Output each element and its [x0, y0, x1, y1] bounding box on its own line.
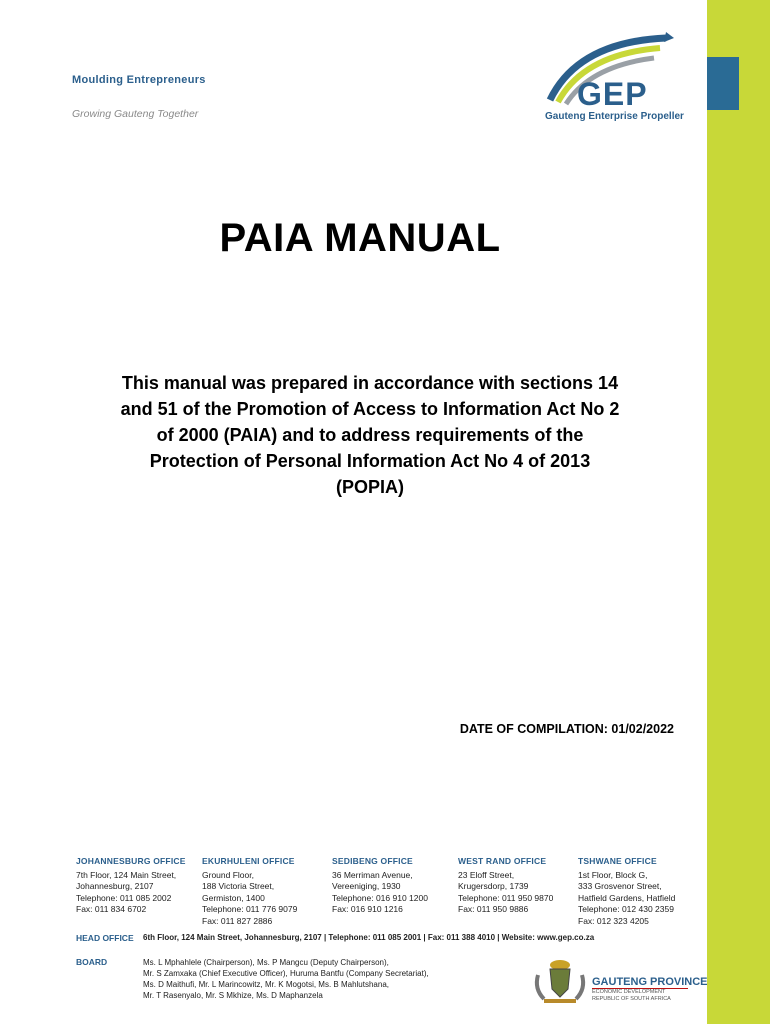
gauteng-province-name: GAUTENG PROVINCE — [592, 976, 708, 988]
office-line: Johannesburg, 2107 — [76, 881, 154, 891]
subtitle-line: This manual was prepared in accordance with sections 14 — [121, 373, 619, 393]
date-of-compilation: DATE OF COMPILATION: 01/02/2022 — [459, 722, 674, 736]
office-tshwane — [578, 856, 675, 927]
gauteng-country: REPUBLIC OF SOUTH AFRICA — [592, 996, 671, 1002]
office-line: 36 Merriman Avenue, — [332, 869, 413, 880]
subtitle-line: of 2000 (PAIA) and to address requirements of the — [156, 425, 584, 445]
tagline-moulding: Moulding Entrepreneurs — [72, 74, 206, 86]
office-name: TSHWANE OFFICE — [578, 856, 657, 866]
document-subtitle — [60, 370, 680, 500]
board-line: Ms. D Maithufi, Mr. L Marincowitz, Mr. K Mogotsi, Ms. B Mahlutshana, — [143, 980, 389, 989]
subtitle-line: and 51 of the Promotion of Access to Information Act No 2 — [120, 399, 620, 419]
office-line: 23 Eloff Street, — [458, 869, 515, 880]
office-line: Telephone: 011 776 9079 — [202, 904, 298, 914]
office-line: 333 Grosvenor Street, — [578, 881, 662, 891]
office-line: Fax: 012 323 4205 — [578, 915, 649, 926]
office-line: 188 Victoria Street, — [202, 881, 275, 891]
office-name: SEDIBENG OFFICE — [332, 856, 413, 866]
right-accent-bar — [707, 0, 770, 1024]
office-line: Fax: 016 910 1216 — [332, 904, 403, 914]
board-members — [143, 957, 429, 1001]
office-line: Fax: 011 950 9886 — [458, 904, 529, 914]
office-line: Fax: 011 827 2886 — [202, 915, 273, 926]
subtitle-line: Protection of Personal Information Act No 4 of 2013 — [149, 451, 591, 471]
office-line: Ground Floor, — [202, 869, 254, 880]
office-line: Hatfield Gardens, Hatfield — [578, 892, 676, 903]
subtitle-line: (POPIA) — [335, 477, 404, 497]
right-accent-block — [707, 57, 739, 110]
logo-subtitle: Gauteng Enterprise Propeller — [545, 111, 684, 122]
office-line: 7th Floor, 124 Main Street, — [76, 869, 177, 880]
coat-of-arms-icon — [530, 955, 590, 1005]
office-line: Telephone: 011 085 2002 — [76, 892, 172, 903]
document-title: PAIA MANUAL — [219, 216, 501, 260]
head-office-text: 6th Floor, 124 Main Street, Johannesburg, 2107 | Telephone: 011 085 2001 | Fax: 011 388 4010 | Website: www.gep.co.za — [143, 933, 595, 942]
office-line: Telephone: 012 430 2359 — [578, 904, 674, 914]
head-office-label: HEAD OFFICE — [76, 933, 134, 943]
office-sedibeng — [332, 856, 428, 916]
office-name: JOHANNESBURG OFFICE — [76, 856, 186, 866]
office-line: Germiston, 1400 — [202, 892, 265, 903]
board-line: Ms. L Mphahlele (Chairperson), Ms. P Mangcu (Deputy Chairperson), — [143, 958, 389, 967]
office-ekurhuleni — [202, 856, 297, 927]
board-label: BOARD — [76, 957, 108, 967]
board-line: Mr. T Rasenyalo, Mr. S Mkhize, Ms. D Maphanzela — [143, 991, 323, 1000]
office-line: 1st Floor, Block G, — [578, 869, 648, 880]
tagline-growing: Growing Gauteng Together — [72, 108, 199, 120]
office-name: EKURHULENI OFFICE — [202, 856, 295, 866]
gauteng-department: ECONOMIC DEVELOPMENT — [592, 989, 666, 995]
office-name: WEST RAND OFFICE — [458, 856, 547, 866]
office-west-rand — [458, 856, 553, 916]
office-line: Vereeniging, 1930 — [332, 881, 401, 891]
board-line: Mr. S Zamxaka (Chief Executive Officer), Huruma Bantfu (Company Secretariat), — [143, 969, 429, 978]
office-line: Telephone: 016 910 1200 — [332, 892, 428, 903]
office-line: Fax: 011 834 6702 — [76, 904, 147, 914]
office-line: Telephone: 011 950 9870 — [458, 892, 554, 903]
office-line: Krugersdorp, 1739 — [458, 881, 529, 891]
logo-text: GEP — [577, 76, 648, 112]
office-johannesburg — [76, 856, 186, 916]
